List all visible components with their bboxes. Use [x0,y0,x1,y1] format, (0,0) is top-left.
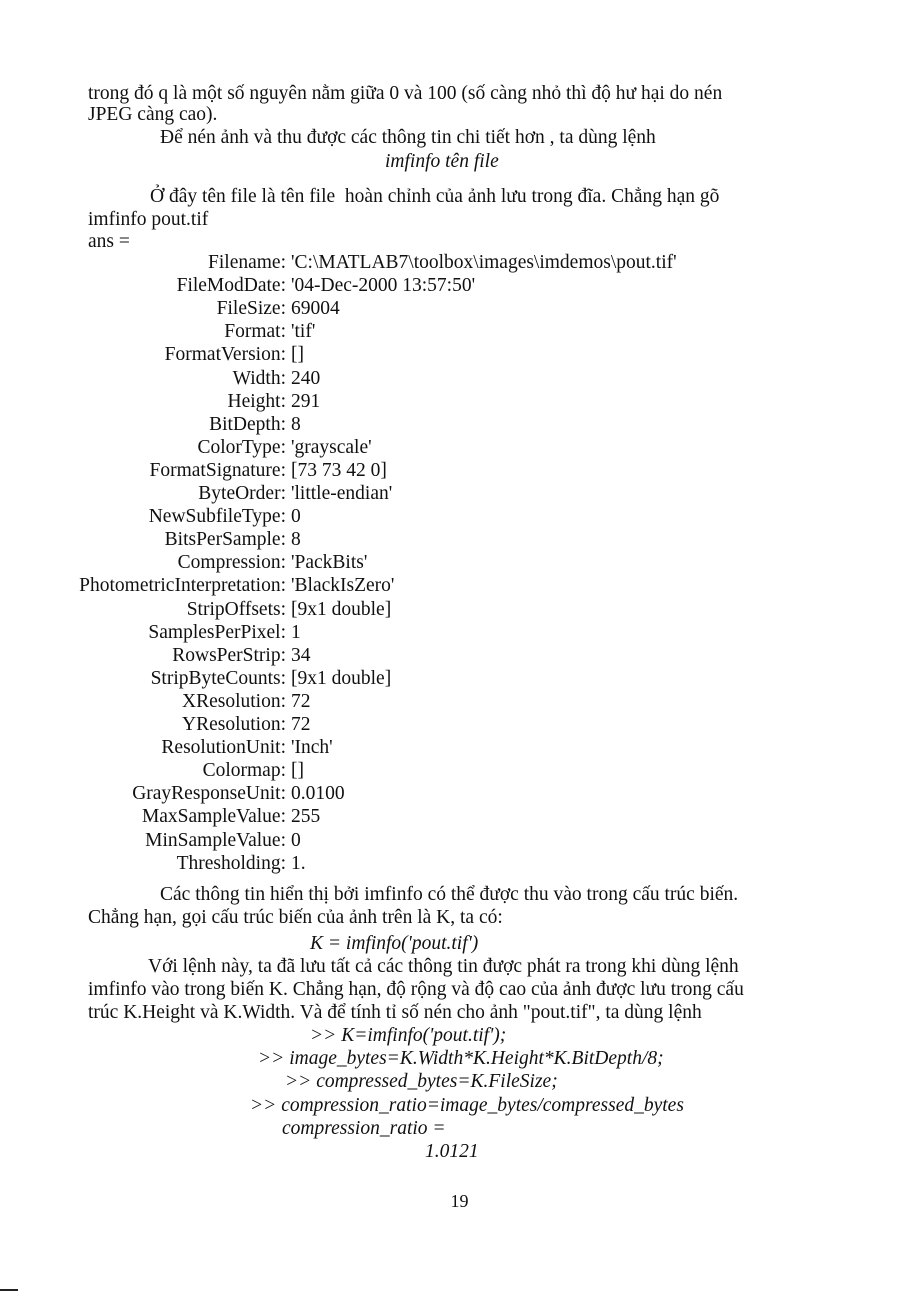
paragraph-line: imfinfo vào trong biến K. Chẳng hạn, độ rộng và độ cao của ảnh được lưu trong cấu [88,979,744,1000]
paragraph-line: Ở đây tên file là tên file hoàn chỉnh của ảnh lưu trong đĩa. Chẳng hạn gõ [150,186,720,207]
field-key: ByteOrder: [198,483,286,504]
field-value: [] [291,344,304,366]
field-key: YResolution: [181,714,286,735]
field-key: Width: [232,367,286,389]
field-key: NewSubfileType: [148,506,286,528]
code-line: >> image_bytes=K.Width*K.Height*K.BitDepth/8; [258,1048,664,1069]
field-value: '04-Dec-2000 13:57:50' [291,275,476,297]
field-value: 34 [291,644,311,666]
code-line: >> compression_ratio=image_bytes/compressed_bytes [250,1095,684,1116]
field-key: FileModDate: [176,275,286,297]
field-key: RowsPerStrip: [172,644,286,666]
field-value: [9x1 double] [291,667,392,689]
field-value: 0 [291,829,301,851]
field-value: 0 [291,506,301,528]
command-syntax: imfinfo tên file [385,151,499,172]
paragraph-line: trúc K.Height và K.Width. Và để tính tỉ số nén cho ảnh "pout.tif", ta dùng lệnh [88,1002,702,1023]
field-value: 'little-endian' [291,483,393,504]
field-value: 'tif' [291,321,316,343]
field-value: 240 [291,367,321,389]
field-value: 1 [291,621,301,643]
paragraph-line: Chẳng hạn, gọi cấu trúc biến của ảnh trên là K, ta có: [88,907,503,928]
field-key: BitsPerSample: [164,529,286,551]
field-key: XResolution: [181,690,286,712]
field-key: SamplesPerPixel: [148,621,286,643]
code-line: compression_ratio = [282,1118,446,1139]
field-value: 72 [291,714,311,735]
field-key: StripByteCounts: [150,667,286,689]
paragraph-line: trong đó q là một số nguyên nằm giữa 0 và 100 (số càng nhỏ thì độ hư hại do nén [88,83,723,104]
field-value: 'PackBits' [291,552,368,574]
field-value: 0.0100 [291,783,345,805]
field-key: GrayResponseUnit: [132,783,286,805]
field-key: Format: [224,321,286,343]
field-value: 291 [291,390,321,412]
paragraph-line: Để nén ảnh và thu được các thông tin chi tiết hơn , ta dùng lệnh [160,127,656,148]
page-number: 19 [450,1191,469,1211]
field-value: 72 [291,690,311,712]
field-key: StripOffsets: [186,598,286,620]
field-value: 69004 [291,298,340,320]
field-key: FormatSignature: [149,459,286,481]
field-key: Colormap: [202,760,286,782]
field-key: ResolutionUnit: [161,737,286,759]
code-result: 1.0121 [425,1141,479,1162]
field-key: ColorType: [197,436,286,458]
field-key: MaxSampleValue: [141,806,286,828]
field-value: [] [291,760,304,782]
field-key: MinSampleValue: [145,829,286,851]
field-key: FileSize: [216,298,286,320]
scan-mark [0,1289,18,1291]
field-value: 8 [291,529,301,551]
field-key: BitDepth: [209,413,286,435]
field-value: 'grayscale' [291,436,372,458]
formula: K = imfinfo('pout.tif') [310,933,479,954]
paragraph-line: Với lệnh này, ta đã lưu tất cả các thông tin được phát ra trong khi dùng lệnh [148,956,739,977]
field-key: Filename: [208,252,286,273]
field-value: [9x1 double] [291,598,392,620]
field-key: Height: [227,390,286,412]
field-key: PhotometricInterpretation: [79,575,286,597]
field-key: Thresholding: [176,852,286,874]
field-value: 'Inch' [291,737,333,759]
field-value: 8 [291,413,301,435]
code-line: >> compressed_bytes=K.FileSize; [285,1071,558,1092]
field-key: Compression: [177,552,286,574]
field-value: 255 [291,806,321,828]
field-key: FormatVersion: [164,344,286,366]
paragraph-line: JPEG càng cao). [88,104,218,125]
command-line: imfinfo pout.tif [88,209,209,230]
field-value: 'BlackIsZero' [291,575,395,597]
paragraph-line: Các thông tin hiển thị bởi imfinfo có thể được thu vào trong cấu trúc biến. [160,884,739,905]
field-value: 'C:\MATLAB7\toolbox\images\imdemos\pout.tif' [291,252,677,273]
field-value: [73 73 42 0] [291,459,387,481]
code-line: >> K=imfinfo('pout.tif'); [310,1025,507,1046]
output-label: ans = [88,231,130,252]
field-value: 1. [291,852,306,874]
